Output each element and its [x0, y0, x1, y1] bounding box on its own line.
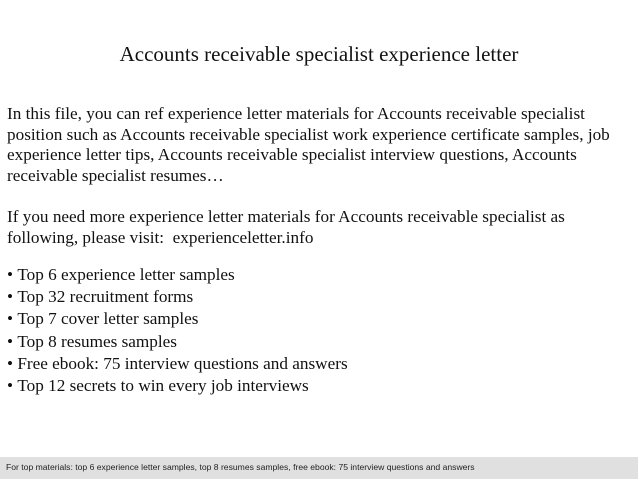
- page-title: Accounts receivable specialist experience letter: [119, 42, 519, 66]
- materials-list: [7, 265, 635, 398]
- list-item: • Free ebook: 75 interview questions and answers: [7, 354, 635, 375]
- list-item: • Top 12 secrets to win every job interviews: [7, 376, 635, 397]
- list-item: • Top 32 recruitment forms: [7, 287, 635, 308]
- visit-paragraph: [7, 207, 635, 248]
- visit-text: If you need more experience letter materials for Accounts receivable specialist as following, please visit:: [7, 207, 565, 247]
- intro-paragraph: In this file, you can ref experience letter materials for Accounts receivable specialist position such as Accounts receivable specialist work experience certificate samples, job experience letter tips, Accounts receivable specialist interview questions, Accounts receivable specialist resumes…: [7, 104, 610, 185]
- list-item: • Top 8 resumes samples: [7, 332, 635, 353]
- list-item: • Top 6 experience letter samples: [7, 265, 635, 286]
- footer-text: For top materials: top 6 experience letter samples, top 8 resumes samples, free ebook: 75 interview questions and answers: [6, 462, 475, 472]
- website-link[interactable]: experienceletter.info: [172, 227, 314, 247]
- list-item: • Top 7 cover letter samples: [7, 309, 635, 330]
- footer-bar: [0, 457, 638, 479]
